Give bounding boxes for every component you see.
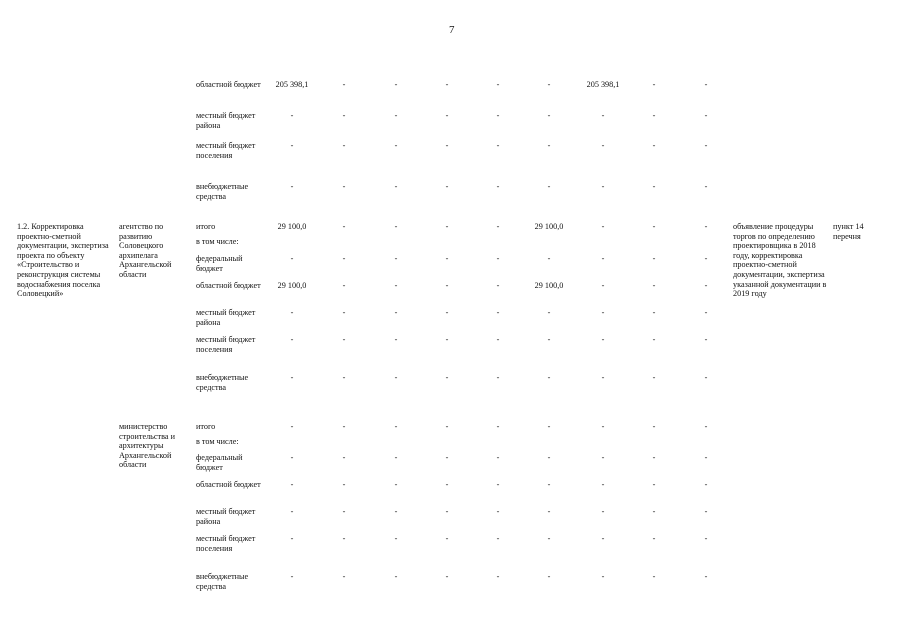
empty-value: - <box>290 422 294 431</box>
empty-value: - <box>496 308 500 317</box>
empty-value: - <box>445 222 449 231</box>
empty-value: - <box>394 141 398 150</box>
empty-value: - <box>342 222 346 231</box>
empty-value: - <box>394 453 398 462</box>
empty-value: - <box>652 453 656 462</box>
empty-value: - <box>342 111 346 120</box>
empty-value: - <box>496 222 500 231</box>
empty-value: - <box>704 111 708 120</box>
empty-value: - <box>496 335 500 344</box>
empty-value: - <box>290 182 294 191</box>
empty-value: - <box>652 373 656 382</box>
empty-value: - <box>445 141 449 150</box>
empty-value: - <box>445 572 449 581</box>
empty-value: - <box>342 572 346 581</box>
empty-value: - <box>601 111 605 120</box>
empty-value: - <box>394 254 398 263</box>
empty-value: - <box>290 308 294 317</box>
empty-value: - <box>496 182 500 191</box>
empty-value: - <box>601 254 605 263</box>
empty-value: - <box>394 111 398 120</box>
empty-value: - <box>547 480 551 489</box>
empty-value: - <box>342 507 346 516</box>
empty-value: - <box>601 308 605 317</box>
empty-value: - <box>290 572 294 581</box>
empty-value: - <box>547 335 551 344</box>
empty-value: - <box>704 480 708 489</box>
empty-value: - <box>342 335 346 344</box>
empty-value: - <box>652 308 656 317</box>
empty-value: - <box>547 422 551 431</box>
budget-row-label: местный бюджет района <box>196 507 256 526</box>
empty-value: - <box>342 308 346 317</box>
empty-value: - <box>652 422 656 431</box>
empty-value: - <box>290 480 294 489</box>
empty-value: - <box>445 480 449 489</box>
budget-value: 29 100,0 <box>277 281 307 290</box>
empty-value: - <box>445 182 449 191</box>
empty-value: - <box>496 141 500 150</box>
empty-value: - <box>704 222 708 231</box>
empty-value: - <box>445 422 449 431</box>
empty-value: - <box>342 373 346 382</box>
item-result: объявление процедуры торгов по определению проектировщика в 2018 году, корректировка проектно-сметной документации, экспертиза указанной документации в 2019 году <box>733 222 827 299</box>
empty-value: - <box>290 335 294 344</box>
empty-value: - <box>496 507 500 516</box>
item-title: 1.2. Корректировка проектно-сметной документации, экспертиза проекта по объекту «Строительство и реконструкция системы водоснабжения поселка Соловецкий» <box>17 222 109 299</box>
empty-value: - <box>394 80 398 89</box>
page-number: 7 <box>449 24 455 36</box>
empty-value: - <box>394 182 398 191</box>
budget-row-label: местный бюджет поселения <box>196 141 256 160</box>
empty-value: - <box>547 182 551 191</box>
empty-value: - <box>290 111 294 120</box>
empty-value: - <box>652 182 656 191</box>
empty-value: - <box>547 534 551 543</box>
budget-value: 205 398,1 <box>275 80 309 89</box>
empty-value: - <box>547 141 551 150</box>
empty-value: - <box>704 534 708 543</box>
empty-value: - <box>290 507 294 516</box>
empty-value: - <box>496 373 500 382</box>
empty-value: - <box>601 534 605 543</box>
empty-value: - <box>601 453 605 462</box>
empty-value: - <box>290 254 294 263</box>
executor-ministry: министерство строительства и архитектуры Архангельской области <box>119 422 175 470</box>
empty-value: - <box>704 281 708 290</box>
empty-value: - <box>652 281 656 290</box>
empty-value: - <box>601 222 605 231</box>
empty-value: - <box>652 507 656 516</box>
budget-row-label: внебюджетные средства <box>196 373 249 392</box>
budget-row-label: в том числе: <box>196 437 239 446</box>
empty-value: - <box>652 111 656 120</box>
empty-value: - <box>394 373 398 382</box>
empty-value: - <box>601 422 605 431</box>
empty-value: - <box>601 141 605 150</box>
empty-value: - <box>496 254 500 263</box>
empty-value: - <box>547 254 551 263</box>
empty-value: - <box>652 254 656 263</box>
executor-agency: агентство по развитию Соловецкого архипелага Архангельской области <box>119 222 172 279</box>
empty-value: - <box>342 281 346 290</box>
empty-value: - <box>394 422 398 431</box>
budget-row-label: областной бюджет <box>196 480 261 489</box>
empty-value: - <box>445 507 449 516</box>
empty-value: - <box>652 335 656 344</box>
empty-value: - <box>496 111 500 120</box>
empty-value: - <box>496 453 500 462</box>
empty-value: - <box>704 182 708 191</box>
budget-row-label: местный бюджет поселения <box>196 534 256 553</box>
empty-value: - <box>445 308 449 317</box>
empty-value: - <box>445 534 449 543</box>
budget-row-label: местный бюджет поселения <box>196 335 256 354</box>
empty-value: - <box>601 373 605 382</box>
empty-value: - <box>547 80 551 89</box>
empty-value: - <box>342 80 346 89</box>
budget-row-label: итого <box>196 222 216 231</box>
empty-value: - <box>547 453 551 462</box>
item-reference: пункт 14 перечня <box>833 222 864 241</box>
empty-value: - <box>652 480 656 489</box>
budget-row-label: федеральный бюджет <box>196 254 243 273</box>
empty-value: - <box>394 281 398 290</box>
budget-value: 29 100,0 <box>277 222 307 231</box>
empty-value: - <box>496 422 500 431</box>
empty-value: - <box>394 308 398 317</box>
empty-value: - <box>547 373 551 382</box>
empty-value: - <box>394 507 398 516</box>
empty-value: - <box>394 222 398 231</box>
budget-row-label: местный бюджет района <box>196 308 256 327</box>
empty-value: - <box>547 572 551 581</box>
empty-value: - <box>445 335 449 344</box>
empty-value: - <box>704 422 708 431</box>
empty-value: - <box>547 308 551 317</box>
empty-value: - <box>601 335 605 344</box>
empty-value: - <box>652 572 656 581</box>
empty-value: - <box>290 534 294 543</box>
empty-value: - <box>601 572 605 581</box>
empty-value: - <box>652 80 656 89</box>
empty-value: - <box>652 534 656 543</box>
empty-value: - <box>342 480 346 489</box>
empty-value: - <box>496 534 500 543</box>
empty-value: - <box>704 507 708 516</box>
empty-value: - <box>394 534 398 543</box>
empty-value: - <box>290 141 294 150</box>
empty-value: - <box>394 480 398 489</box>
empty-value: - <box>342 534 346 543</box>
empty-value: - <box>652 141 656 150</box>
empty-value: - <box>601 182 605 191</box>
empty-value: - <box>445 373 449 382</box>
empty-value: - <box>342 422 346 431</box>
empty-value: - <box>342 254 346 263</box>
budget-value: 29 100,0 <box>534 222 564 231</box>
empty-value: - <box>496 80 500 89</box>
empty-value: - <box>445 80 449 89</box>
empty-value: - <box>342 141 346 150</box>
budget-row-label: внебюджетные средства <box>196 182 249 201</box>
empty-value: - <box>342 182 346 191</box>
empty-value: - <box>445 281 449 290</box>
empty-value: - <box>445 453 449 462</box>
empty-value: - <box>704 254 708 263</box>
budget-row-label: в том числе: <box>196 237 239 246</box>
budget-row-label: внебюджетные средства <box>196 572 249 591</box>
budget-row-label: областной бюджет <box>196 281 261 290</box>
empty-value: - <box>704 141 708 150</box>
budget-row-label: местный бюджет района <box>196 111 256 130</box>
empty-value: - <box>394 335 398 344</box>
empty-value: - <box>290 453 294 462</box>
empty-value: - <box>704 373 708 382</box>
empty-value: - <box>496 480 500 489</box>
empty-value: - <box>290 373 294 382</box>
empty-value: - <box>445 254 449 263</box>
empty-value: - <box>601 281 605 290</box>
empty-value: - <box>342 453 346 462</box>
empty-value: - <box>496 281 500 290</box>
budget-row-label: федеральный бюджет <box>196 453 243 472</box>
empty-value: - <box>652 222 656 231</box>
empty-value: - <box>601 507 605 516</box>
empty-value: - <box>704 453 708 462</box>
budget-row-label: итого <box>196 422 216 431</box>
empty-value: - <box>547 507 551 516</box>
empty-value: - <box>704 308 708 317</box>
budget-row-label: областной бюджет <box>196 80 261 89</box>
budget-value: 205 398,1 <box>586 80 620 89</box>
empty-value: - <box>601 480 605 489</box>
empty-value: - <box>704 335 708 344</box>
empty-value: - <box>704 572 708 581</box>
budget-value: 29 100,0 <box>534 281 564 290</box>
empty-value: - <box>496 572 500 581</box>
empty-value: - <box>445 111 449 120</box>
empty-value: - <box>547 111 551 120</box>
empty-value: - <box>704 80 708 89</box>
empty-value: - <box>394 572 398 581</box>
